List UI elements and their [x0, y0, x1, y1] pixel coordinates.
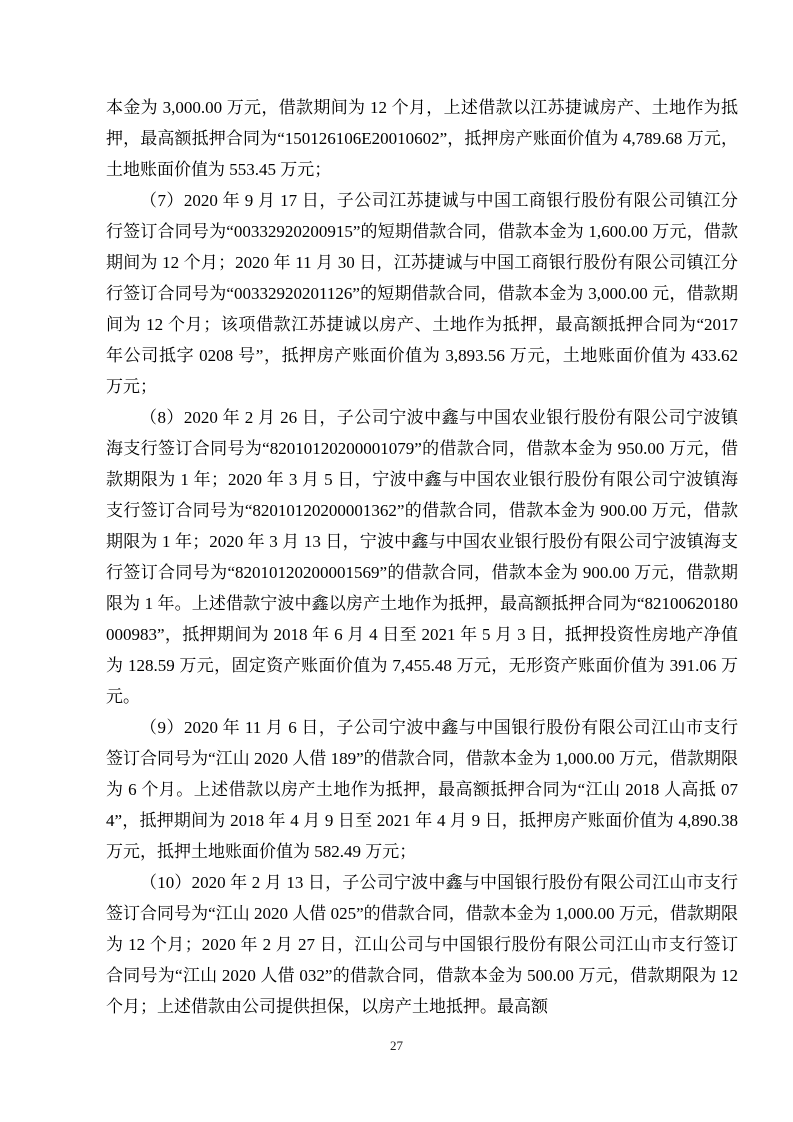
page-number: 27 — [390, 1038, 403, 1053]
page-text-block — [106, 92, 738, 1022]
body-paragraph: （10）2020 年 2 月 13 日，子公司宁波中鑫与中国银行股份有限公司江山市支行签订合同号为“江山 2020 人借 025”的借款合同，借款本金为 1,000.00 万元，借款期限为 12 个月；2020 年 2 月 27 日，江山公司与中国银行股份有限公司江山市支行签订合同号为“江山 2020 人借 032”的借款合同，借款本金为 500.00 万元，借款期限为 12 个月；上述借款由公司提供担保，以房产土地抵押。最高额 — [106, 873, 738, 1016]
body-paragraph: （9）2020 年 11 月 6 日，子公司宁波中鑫与中国银行股份有限公司江山市支行签订合同号为“江山 2020 人借 189”的借款合同，借款本金为 1,000.00 万元，借款期限为 6 个月。上述借款以房产土地作为抵押，最高额抵押合同为“江山 2018 人高抵 074”，抵押期间为 2018 年 4 月 9 日至 2021 年 4 月 9 日，抵押房产账面价值为 4,890.38 万元，抵押土地账面价值为 582.49 万元； — [106, 718, 738, 861]
body-paragraph: 本金为 3,000.00 万元，借款期间为 12 个月，上述借款以江苏捷诚房产、土地作为抵押，最高额抵押合同为“150126106E20010602”，抵押房产账面价值为 4,789.68 万元，土地账面价值为 553.45 万元； — [106, 98, 738, 179]
body-paragraph: （8）2020 年 2 月 26 日，子公司宁波中鑫与中国农业银行股份有限公司宁波镇海支行签订合同号为“82010120200001079”的借款合同，借款本金为 950.00 万元，借款期限为 1 年；2020 年 3 月 5 日，宁波中鑫与中国农业银行股份有限公司宁波镇海支行签订合同号为“82010120200001362”的借款合同，借款本金为 900.00 万元，借款期限为 1 年；2020 年 3 月 13 日，宁波中鑫与中国农业银行股份有限公司宁波镇海支行签订合同号为“82010120200001569”的借款合同，借款本金为 900.00 万元，借款期限为 1 年。上述借款宁波中鑫以房产土地作为抵押，最高额抵押合同为“82100620180000983”，抵押期间为 2018 年 6 月 4 日至 2021 年 5 月 3 日，抵押投资性房地产净值为 128.59 万元，固定资产账面价值为 7,455.48 万元，无形资产账面价值为 391.06 万元。 — [106, 408, 738, 706]
body-paragraph: （7）2020 年 9 月 17 日，子公司江苏捷诚与中国工商银行股份有限公司镇江分行签订合同号为“00332920200915”的短期借款合同，借款本金为 1,600.00 万元，借款期间为 12 个月；2020 年 11 月 30 日，江苏捷诚与中国工商银行股份有限公司镇江分行签订合同号为“00332920201126”的短期借款合同，借款本金为 3,000.00 元，借款期间为 12 个月；该项借款江苏捷诚以房产、土地作为抵押，最高额抵押合同为“2017 年公司抵字 0208 号”，抵押房产账面价值为 3,893.56 万元，土地账面价值为 433.62 万元； — [106, 191, 738, 396]
